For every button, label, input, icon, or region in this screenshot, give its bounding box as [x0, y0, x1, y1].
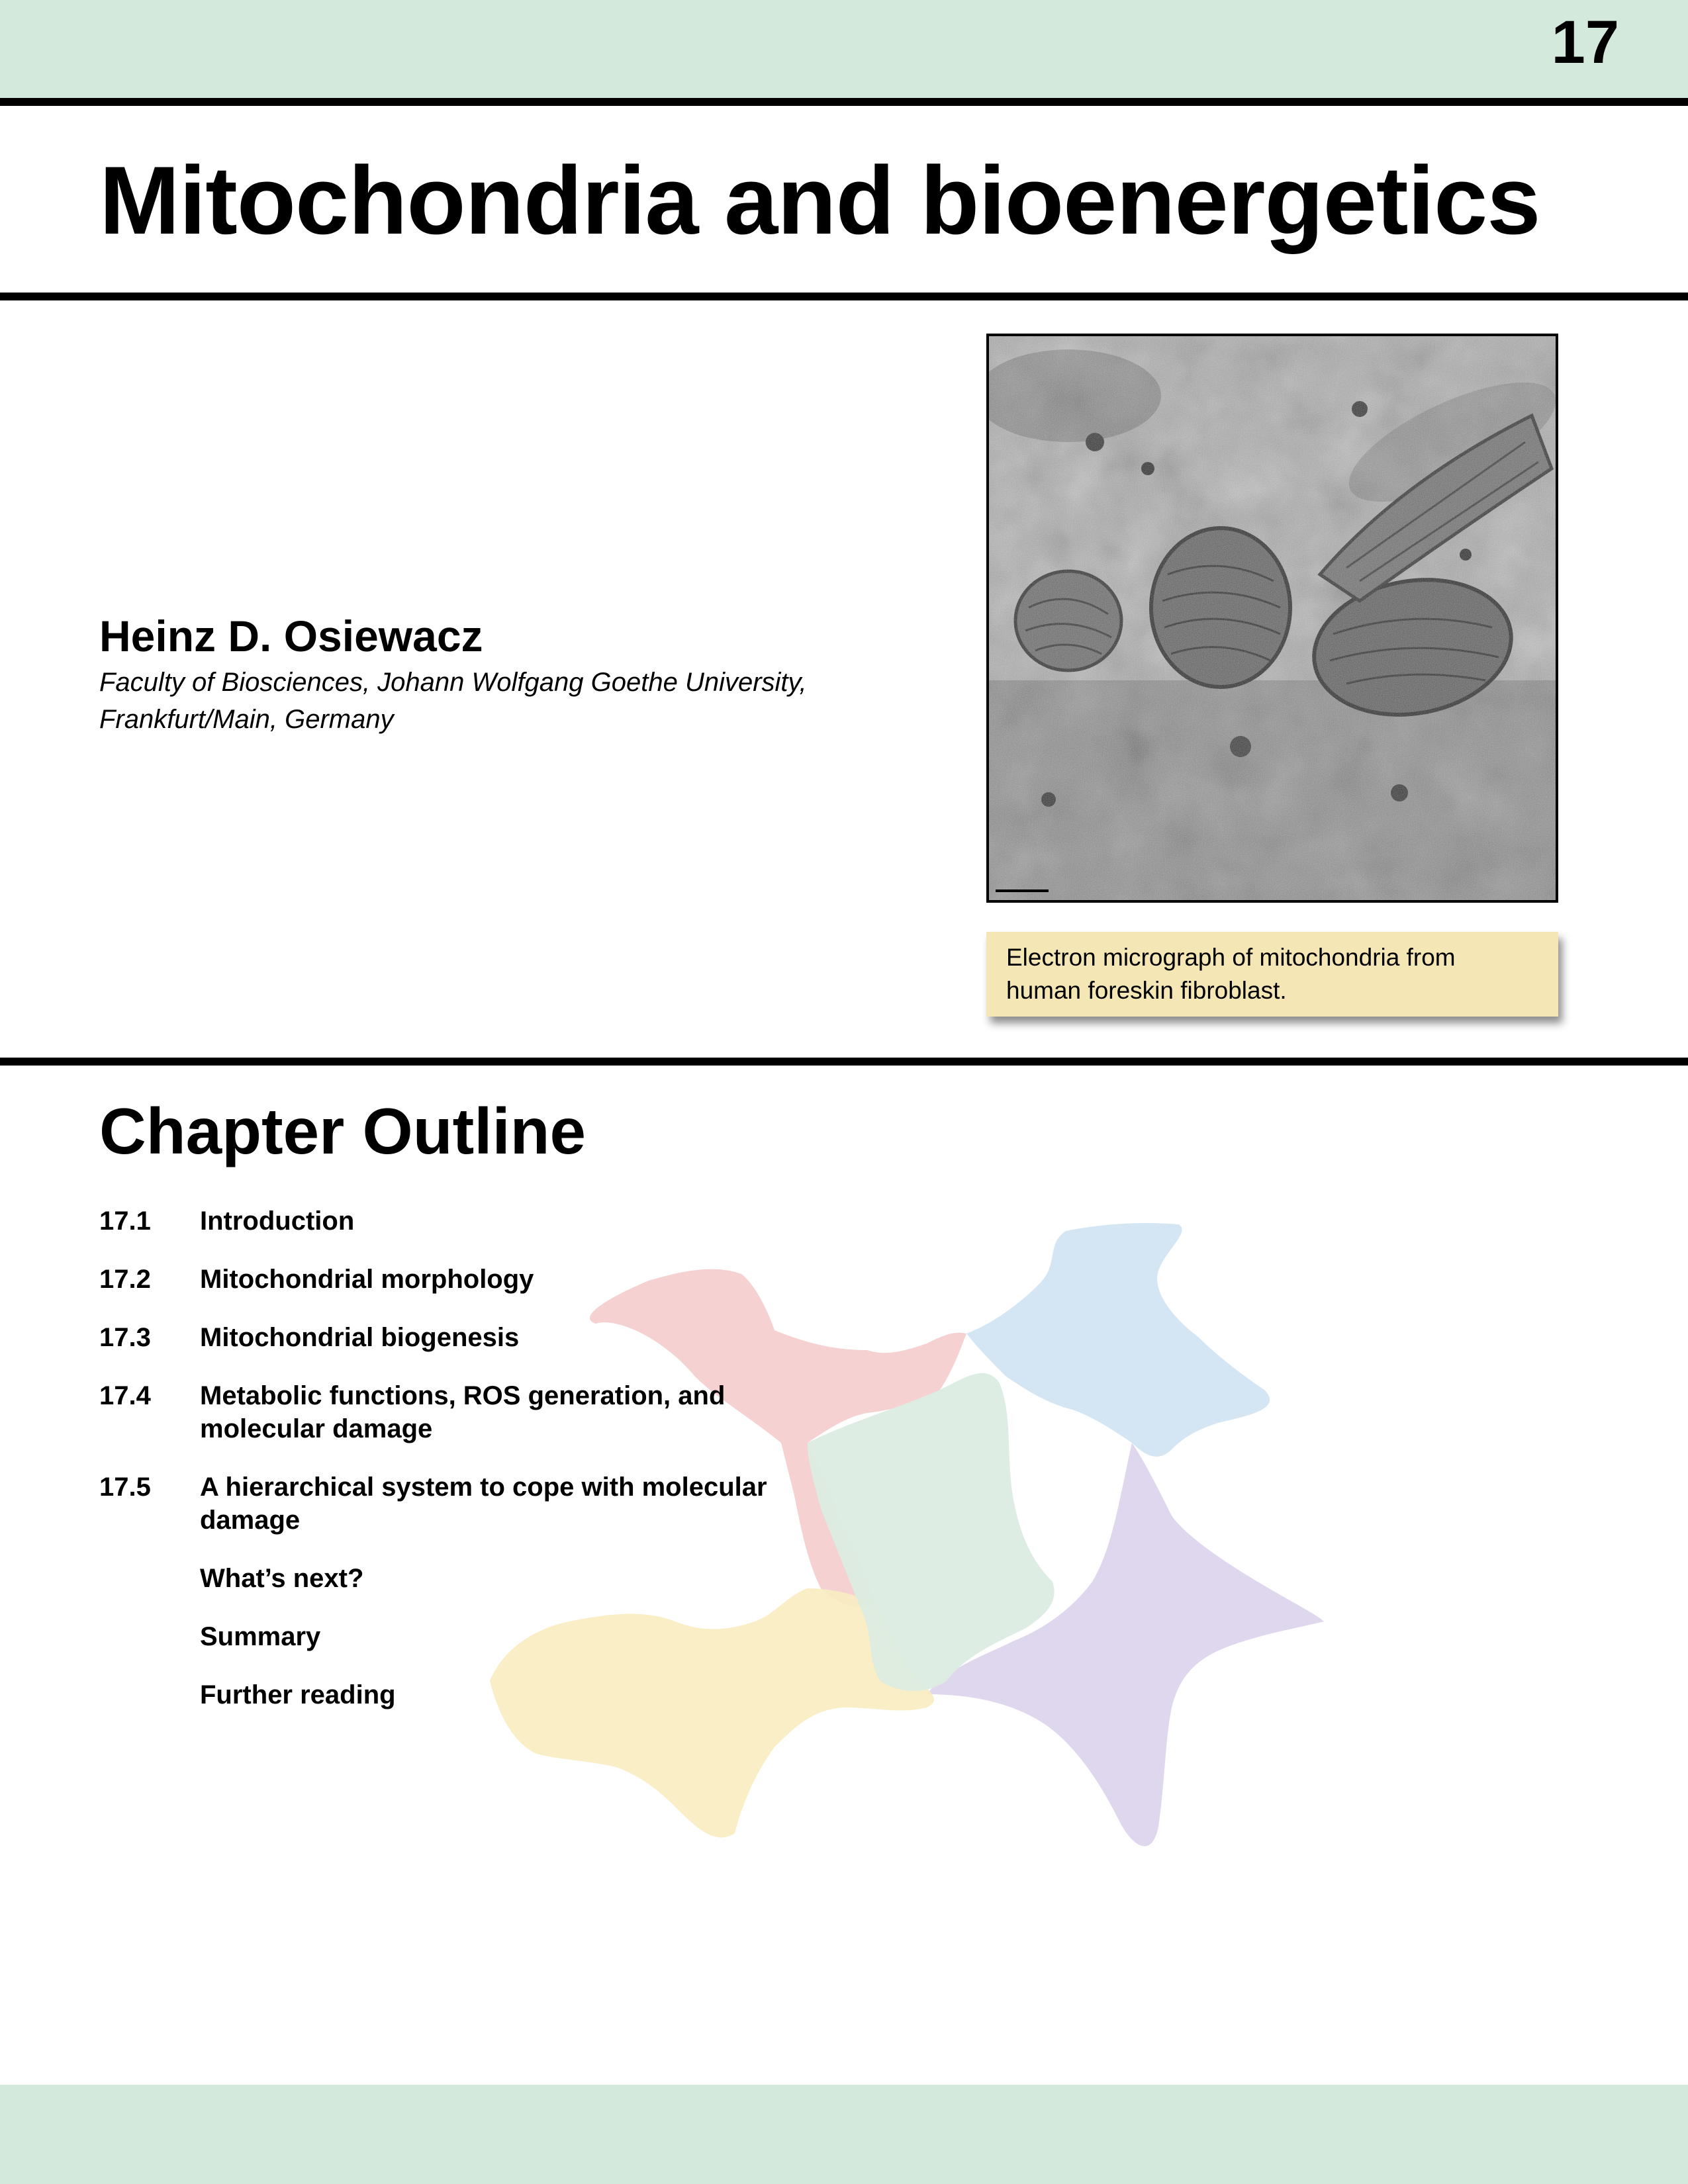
figure-caption	[986, 932, 1558, 1017]
outline-heading: Chapter Outline	[99, 1095, 586, 1167]
divider-below-title	[0, 293, 1688, 300]
outline-item[interactable]	[99, 1562, 894, 1595]
outline-list	[99, 1205, 894, 1737]
outline-item-title: Mitochondrial biogenesis	[200, 1323, 520, 1352]
affiliation-line-2: Frankfurt/Main, Germany	[99, 705, 394, 734]
outline-item[interactable]	[99, 1379, 894, 1445]
chapter-number: 17	[1551, 9, 1619, 76]
chapter-title: Mitochondria and bioenergetics	[99, 146, 1540, 254]
outline-item-title: Summary	[200, 1622, 321, 1651]
outline-item-number: 17.2	[99, 1265, 151, 1294]
decor-blue-arm	[966, 1223, 1270, 1457]
caption-line-1: Electron micrograph of mitochondria from	[1006, 944, 1456, 971]
divider-above-outline	[0, 1058, 1688, 1066]
outline-item[interactable]	[99, 1321, 894, 1354]
outline-item-title: Introduction	[200, 1206, 355, 1236]
outline-item[interactable]	[99, 1620, 894, 1653]
outline-item[interactable]	[99, 1678, 894, 1711]
affiliation-line-1: Faculty of Biosciences, Johann Wolfgang Goethe University,	[99, 668, 807, 697]
author-name: Heinz D. Osiewacz	[99, 612, 483, 660]
outline-item-number: 17.4	[99, 1381, 151, 1410]
outline-item-title: Metabolic functions, ROS generation, and molecular damage	[200, 1381, 726, 1443]
header-band	[0, 0, 1688, 98]
outline-item-number: 17.5	[99, 1473, 151, 1502]
outline-item[interactable]	[99, 1471, 894, 1537]
outline-item-title: A hierarchical system to cope with molecular damage	[200, 1473, 767, 1535]
outline-item-number	[99, 1562, 200, 1595]
outline-item-number	[99, 1678, 200, 1711]
outline-item[interactable]	[99, 1263, 894, 1296]
outline-item-number	[99, 1620, 200, 1653]
electron-micrograph-image	[986, 334, 1558, 903]
divider-top	[0, 98, 1688, 106]
outline-item-title: Mitochondrial morphology	[200, 1265, 534, 1294]
outline-item-number: 17.3	[99, 1323, 151, 1352]
caption-line-2: human foreskin fibroblast.	[1006, 977, 1287, 1004]
author-affiliation	[99, 664, 960, 738]
outline-item[interactable]	[99, 1205, 894, 1238]
outline-item-title: What’s next?	[200, 1564, 364, 1593]
footer-band	[0, 2085, 1688, 2184]
outline-item-number: 17.1	[99, 1206, 151, 1236]
outline-item-title: Further reading	[200, 1680, 396, 1709]
